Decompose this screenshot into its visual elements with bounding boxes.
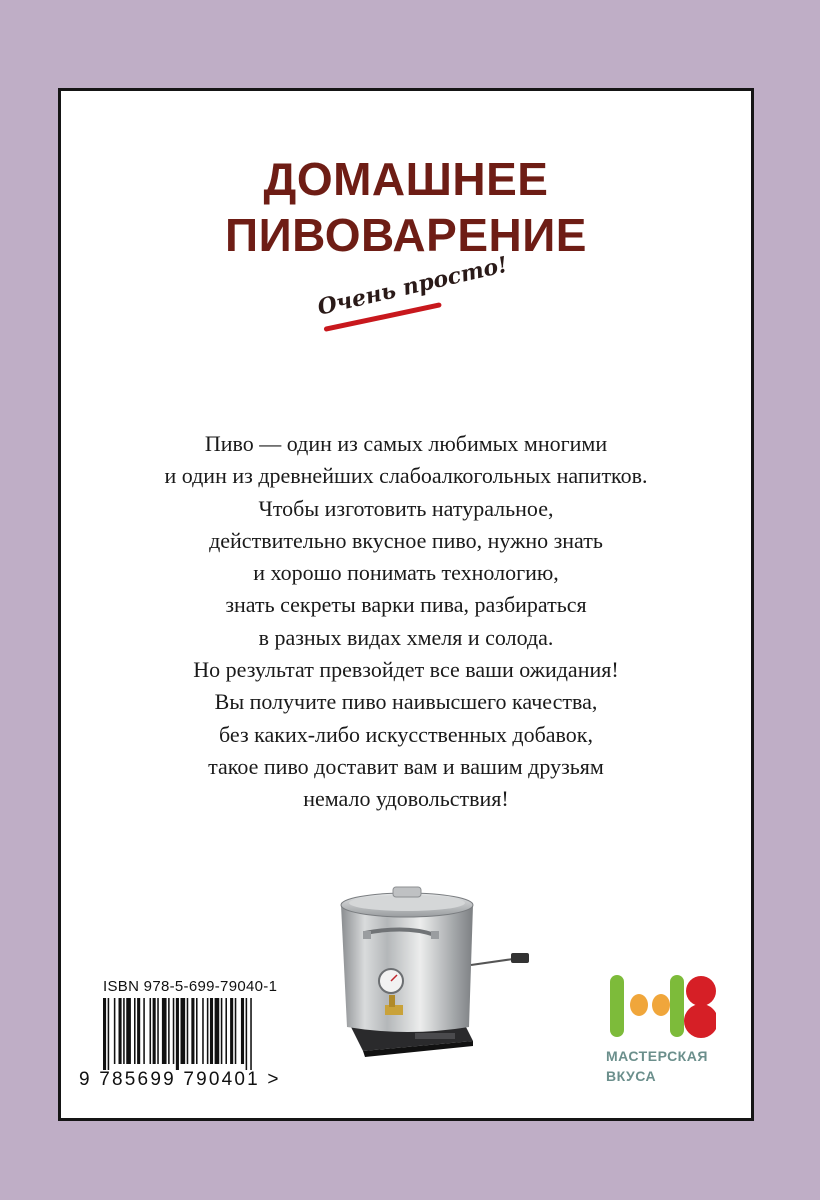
publisher-logo-icon [606, 971, 716, 1041]
brewing-kettle-illustration [323, 869, 563, 1069]
description-line: Чтобы изготовить натуральное, [258, 495, 554, 521]
book-back-cover [58, 88, 754, 1121]
publisher-name-line-2: ВКУСА [606, 1068, 657, 1084]
description-line: немало удовольствия! [303, 786, 509, 812]
description-line: в разных видах хмеля и солода. [258, 624, 554, 650]
description-line: Вы получите пиво наивысшего качества, [214, 689, 598, 715]
description-line: такое пиво доставит вам и вашим друзьям [208, 753, 604, 779]
description-line: и один из древнейших слабоалкогольных напитков. [164, 463, 648, 489]
title-line-1: ДОМАШНЕЕ [263, 153, 549, 205]
description-line: действительно вкусное пиво, нужно знать [209, 527, 603, 553]
book-title [61, 151, 751, 263]
barcode [99, 998, 299, 1070]
description-line: без каких-либо искусственных добавок, [219, 721, 593, 747]
description-line: Пиво — один из самых любимых многими [204, 431, 608, 456]
barcode-digits: 9 785699 790401 > [79, 1069, 281, 1090]
series-slogan [315, 251, 511, 357]
description-line: Но результат превзойдет все ваши ожидания! [193, 657, 619, 683]
description-block [61, 428, 751, 816]
isbn-label: ISBN 978-5-699-79040-1 [103, 978, 278, 995]
publisher-name-line-1: МАСТЕРСКАЯ [606, 1048, 708, 1064]
description-line: и хорошо понимать технологию, [253, 560, 559, 586]
description-line: знать секреты варки пива, разбираться [225, 592, 587, 618]
slogan-text: Очень просто! [315, 251, 511, 321]
title-line-2: ПИВОВАРЕНИЕ [225, 209, 587, 261]
publisher-name [606, 1046, 708, 1086]
